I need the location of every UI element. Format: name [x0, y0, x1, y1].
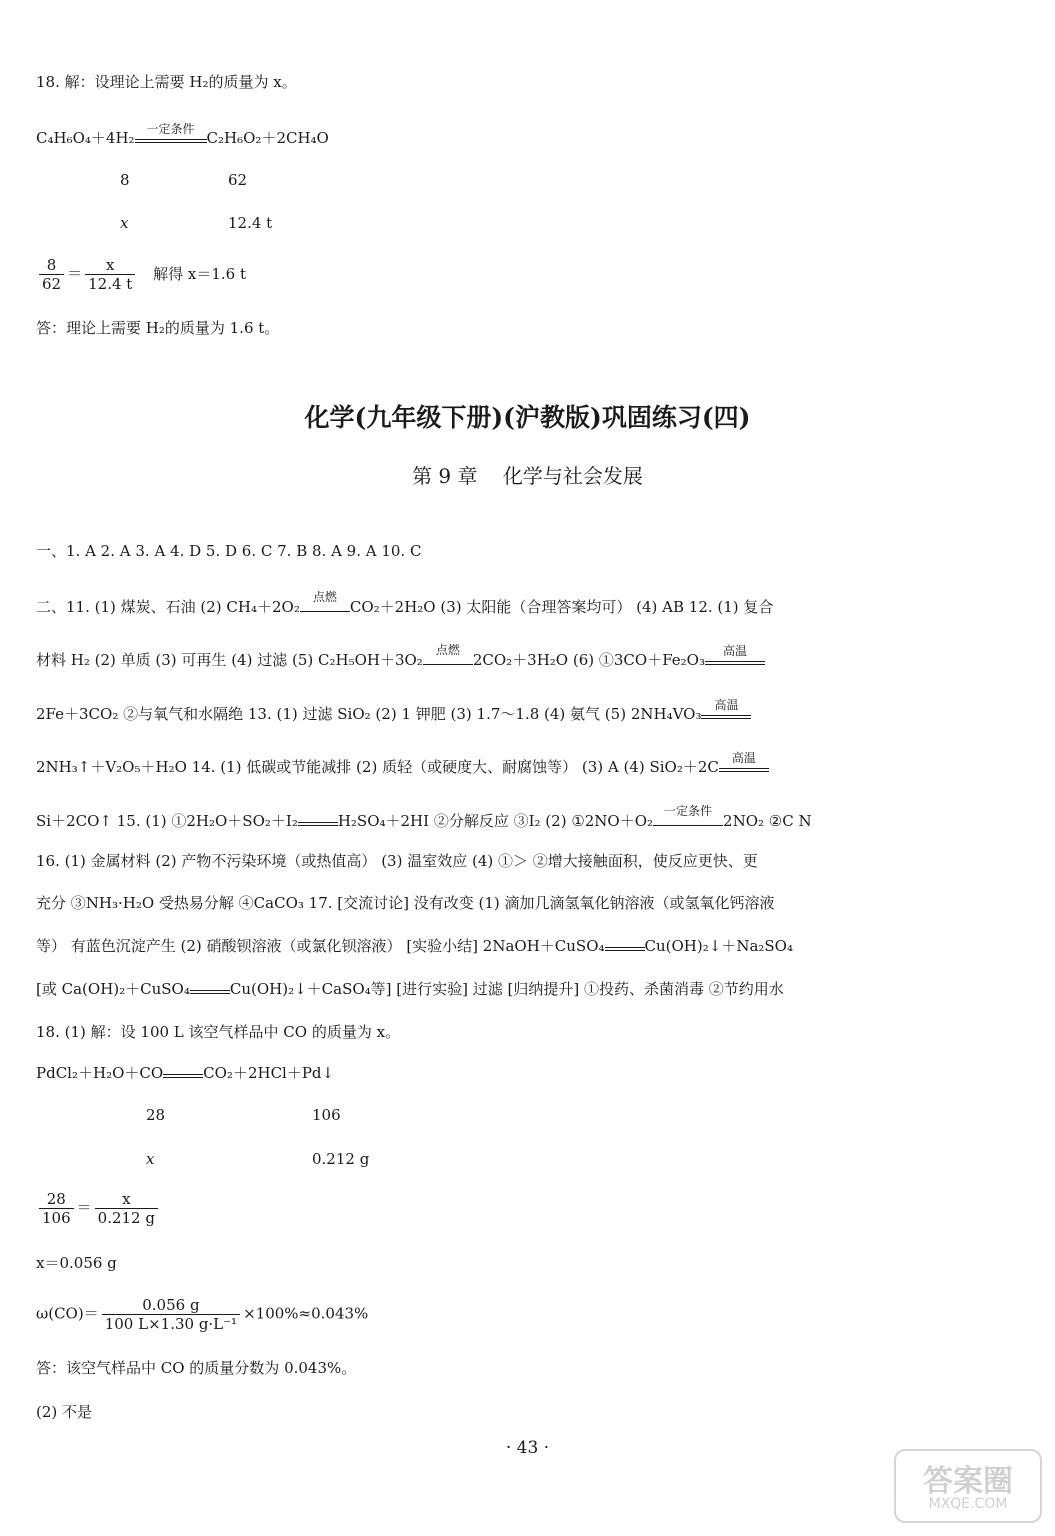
- fraction-right: $\frac{x}{0.212 g}$: [95, 1190, 158, 1227]
- answers-line8: 充分 ③NH₃·H₂O 受热易分解 ④CaCO₃ 17. [交流讨论] 没有改变 (1) 滴加几滴氢氧化钠溶液（或氢氧化钙溶液: [36, 894, 775, 912]
- reaction-arrow: [135, 122, 207, 143]
- q18b-answer: 答：该空气样品中 CO 的质量分数为 0.043%。: [36, 1359, 357, 1377]
- unknown-x: x: [146, 1150, 155, 1168]
- solve-text: 解得 x＝1.6 t: [153, 264, 246, 283]
- equals-arrow: [605, 943, 645, 951]
- watermark-logo: [893, 1446, 1043, 1526]
- condition-arrow: 一定条件: [653, 817, 723, 826]
- answers-part1: 一、1. A 2. A 3. A 4. D 5. D 6. C 7. B 8. A 9. A 10. C: [36, 542, 422, 560]
- answers-line9: 等） 有蓝色沉淀产生 (2) 硝酸钡溶液（或氯化钡溶液） [实验小结] 2NaOH＋CuSO₄ Cu(OH)₂↓＋Na₂SO₄: [36, 937, 793, 955]
- given-mass: 0.212 g: [312, 1150, 370, 1168]
- q18b-intro: 18. (1) 解：设 100 L 该空气样品中 CO 的质量为 x。: [36, 1023, 401, 1041]
- q18-intro: 18. 解：设理论上需要 H₂的质量为 x。: [36, 73, 297, 91]
- result-x: x＝0.056 g: [36, 1254, 117, 1272]
- chapter-title: 第 9 章 化学与社会发展: [412, 464, 643, 488]
- fraction-right: $\frac{x}{12.4 t}$: [85, 256, 135, 293]
- fraction-left: $\frac{8}{62}$: [39, 256, 64, 293]
- page-number: · 43 ·: [505, 1438, 550, 1458]
- ignite-arrow: 点燃: [423, 656, 473, 665]
- reaction-condition: 一定条件: [146, 122, 195, 136]
- given-mass: 12.4 t: [228, 214, 273, 232]
- fraction-left: $\frac{28}{106}$: [39, 1190, 74, 1227]
- q18-answer: 答：理论上需要 H₂的质量为 1.6 t。: [36, 319, 280, 337]
- proportion: $\frac{8}{62}$ ＝ $\frac{x}{12.4 t}$ 解得 x＝1.6 t: [36, 256, 246, 293]
- equals-arrow: [163, 1070, 203, 1078]
- unknown-x: x: [120, 214, 129, 232]
- mass-ratio-2: 106: [312, 1106, 341, 1124]
- answers-line4: 2Fe＋3CO₂ ②与氧气和水隔绝 13. (1) 过滤 SiO₂ (2) 1 钾肥 (3) 1.7～1.8 (4) 氨气 (5) 2NH₄VO₃ 高温: [36, 704, 751, 724]
- fraction-w: $\frac{0.056 g}{\text{100 L×1.30 g·L⁻¹}}$: [102, 1296, 240, 1333]
- answers-line5: 2NH₃↑＋V₂O₅＋H₂O 14. (1) 低碳或节能减排 (2) 质轻（或硬度大、耐腐蚀等） (3) A (4) SiO₂＋2C 高温: [36, 757, 769, 777]
- q18-equation: [36, 122, 329, 148]
- answers-line3: 材料 H₂ (2) 单质 (3) 可再生 (4) 过滤 (5) C₂H₅OH＋3O₂ 点燃 2CO₂＋3H₂O (6) ①3CO＋Fe₂O₃ 高温: [36, 650, 765, 670]
- mass-ratio-1: 8: [120, 171, 130, 189]
- answers-line10: [或 Ca(OH)₂＋CuSO₄ Cu(OH)₂↓＋CaSO₄等] [进行实验] 过滤 [归纳提升] ①投药、杀菌消毒 ②节约用水: [36, 980, 784, 998]
- equals-arrow: [190, 986, 230, 994]
- proportion: $\frac{28}{106}$ ＝ $\frac{x}{0.212 g}$: [36, 1190, 161, 1227]
- watermark-text: 答案圈: [923, 1464, 1013, 1499]
- q18b-part2: (2) 不是: [36, 1403, 93, 1421]
- equals-arrow: [298, 818, 338, 826]
- answers-line2: 二、11. (1) 煤炭、石油 (2) CH₄＋2O₂ 点燃 CO₂＋2H₂O (3) 太阳能（合理答案均可） (4) AB 12. (1) 复合: [36, 590, 774, 616]
- eq-left: C₄H₆O₄＋4H₂: [36, 129, 135, 147]
- high-temp-arrow: 高温: [701, 711, 751, 719]
- mass-fraction: ω(CO)＝ $\frac{0.056 g}{\text{100 L×1.30 g·L⁻¹}}$ ×100%≈0.043%: [36, 1296, 369, 1333]
- high-temp-arrow: 高温: [719, 764, 769, 772]
- ignite-arrow: 点燃: [300, 603, 350, 612]
- watermark-sub: MXQE.COM: [928, 1496, 1008, 1512]
- answers-line7: 16. (1) 金属材料 (2) 产物不污染环境（或热值高） (3) 温室效应 (4) ①＞ ②增大接触面积，使反应更快、更: [36, 852, 758, 870]
- eq-right: C₂H₆O₂＋2CH₄O: [206, 129, 329, 147]
- answers-line6: Si＋2CO↑ 15. (1) ①2H₂O＋SO₂＋I₂ H₂SO₄＋2HI ②分解反应 ③I₂ (2) ①2NO＋O₂ 一定条件 2NO₂ ②C N: [36, 804, 812, 830]
- high-temp-arrow: 高温: [705, 657, 765, 665]
- mass-ratio-2: 62: [228, 171, 248, 189]
- q18b-equation: PdCl₂＋H₂O＋CO CO₂＋2HCl＋Pd↓: [36, 1064, 335, 1082]
- mass-ratio-1: 28: [146, 1106, 166, 1124]
- section-title: 化学(九年级下册)(沪教版)巩固练习(四): [304, 403, 751, 432]
